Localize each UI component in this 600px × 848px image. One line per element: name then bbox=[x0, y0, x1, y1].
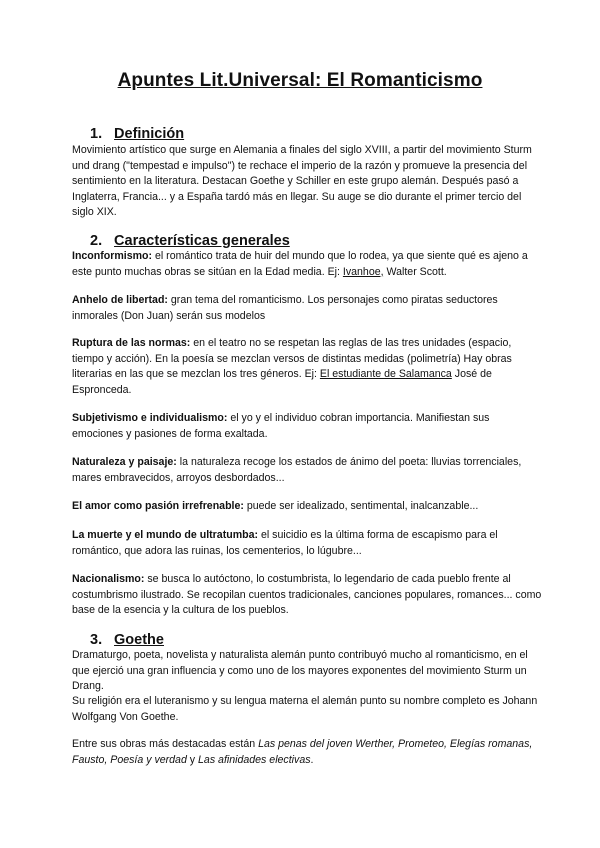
works-end: . bbox=[310, 753, 314, 766]
item-text: se busca lo autóctono, lo costumbrista, lo legendario de cada pueblo frente al costumbrismo ilustrado. Se recopilan cuentos tradicionales, canciones populares, romances... como base de la esencia y la cultura de los pueblos. bbox=[72, 573, 542, 617]
goethe-paragraph-1: Dramaturgo, poeta, novelista y naturalista alemán punto contribuyó mucho al romanticismo, en el que ejerció una gran influencia y como uno de los mayores exponentes del movimiento Sturm un Drang. bbox=[72, 649, 528, 693]
works-last: Las afinidades electivas bbox=[198, 753, 311, 766]
item-ruptura-normas bbox=[72, 336, 542, 398]
works-intro: Entre sus obras más destacadas están bbox=[72, 738, 259, 750]
item-text-after: Walter Scott. bbox=[383, 265, 447, 278]
section-number: 1. bbox=[90, 126, 103, 142]
definicion-paragraph: Movimiento artístico que surge en Alemania a finales del siglo XVIII, a partir del movimiento Sturm und drang ("tempestad e impulso") te rechace el imperio de la razón y promueve la presencia del sentimiento en la literatura. Destacan Goethe y Schiller en este grupo alemán. Después pasó a Inglaterra, Francia... y a España tardó más en llegar. Su auge se dio durante el primer tercio del siglo XIX. bbox=[72, 144, 532, 219]
section-title: Características generales bbox=[114, 233, 290, 249]
section-title: Definición bbox=[114, 126, 185, 142]
work-reference: El estudiante de Salamanca bbox=[319, 368, 452, 381]
works-join: y bbox=[186, 753, 199, 766]
goethe-paragraph-2: Su religión era el luteranismo y su lengua materna el alemán punto su nombre completo es Johann Wolfgang Von Goethe. bbox=[72, 695, 538, 723]
item-anhelo-libertad bbox=[72, 293, 542, 324]
item-muerte bbox=[72, 528, 542, 559]
page-title: Apuntes Lit.Universal: El Romanticismo bbox=[117, 70, 483, 91]
item-label: La muerte y el mundo de ultratumba: bbox=[72, 529, 259, 541]
item-amor bbox=[72, 499, 542, 515]
item-inconformismo bbox=[72, 249, 542, 280]
item-text: gran tema del romanticismo. Los personajes como piratas seductores inmorales (Don Juan) serán sus modelos bbox=[72, 294, 498, 322]
item-text: el romántico trata de huir del mundo que lo rodea, ya que siente qué es ajeno a este punto muchas obras se sitúan en la Edad media. Ej: bbox=[72, 250, 528, 278]
item-text: en el teatro no se respetan las reglas de las tres unidades (espacio, tiempo y acción). En la poesía se mezclan versos de distintas medidas (polimetría) Hay obras literarias en las que se mezclan los tres géneros. Ej: bbox=[72, 337, 512, 381]
section-number: 3. bbox=[90, 632, 103, 648]
item-label: Anhelo de libertad: bbox=[72, 294, 168, 306]
works-list: Las penas del joven Werther, Prometeo, Elegías romanas, Fausto, Poesía y verdad bbox=[72, 738, 533, 766]
item-nacionalismo bbox=[72, 572, 542, 619]
item-text: la naturaleza recoge los estados de ánimo del poeta: lluvias torrenciales, mares embravecidos, arroyos desbordados... bbox=[72, 456, 522, 484]
item-label: Inconformismo: bbox=[72, 250, 153, 262]
section-heading-caracteristicas bbox=[90, 233, 290, 249]
section-number: 2. bbox=[90, 233, 103, 249]
goethe-paragraph-works bbox=[72, 737, 542, 768]
item-text-after: José de Espronceda. bbox=[72, 368, 492, 396]
item-subjetivismo bbox=[72, 411, 542, 442]
item-label: Ruptura de las normas: bbox=[72, 337, 191, 349]
item-text: puede ser idealizado, sentimental, inalcanzable... bbox=[243, 500, 479, 512]
item-label: Naturaleza y paisaje: bbox=[72, 456, 177, 468]
item-label: Nacionalismo: bbox=[72, 573, 145, 585]
section-heading-definicion bbox=[90, 126, 184, 142]
item-label: Subjetivismo e individualismo: bbox=[72, 412, 228, 424]
item-naturaleza bbox=[72, 455, 542, 486]
work-reference: Ivanhoe, bbox=[342, 265, 384, 278]
item-text: el suicidio es la última forma de escapismo para el romántico, que adora las ruinas, los cementerios, lo lúgubre... bbox=[72, 529, 498, 557]
section-heading-goethe bbox=[90, 632, 164, 648]
item-label: El amor como pasión irrefrenable: bbox=[72, 500, 244, 512]
item-text: el yo y el individuo cobran importancia. Manifiestan sus emociones y pasiones de forma exaltada. bbox=[72, 412, 490, 440]
section-title: Goethe bbox=[114, 632, 164, 648]
